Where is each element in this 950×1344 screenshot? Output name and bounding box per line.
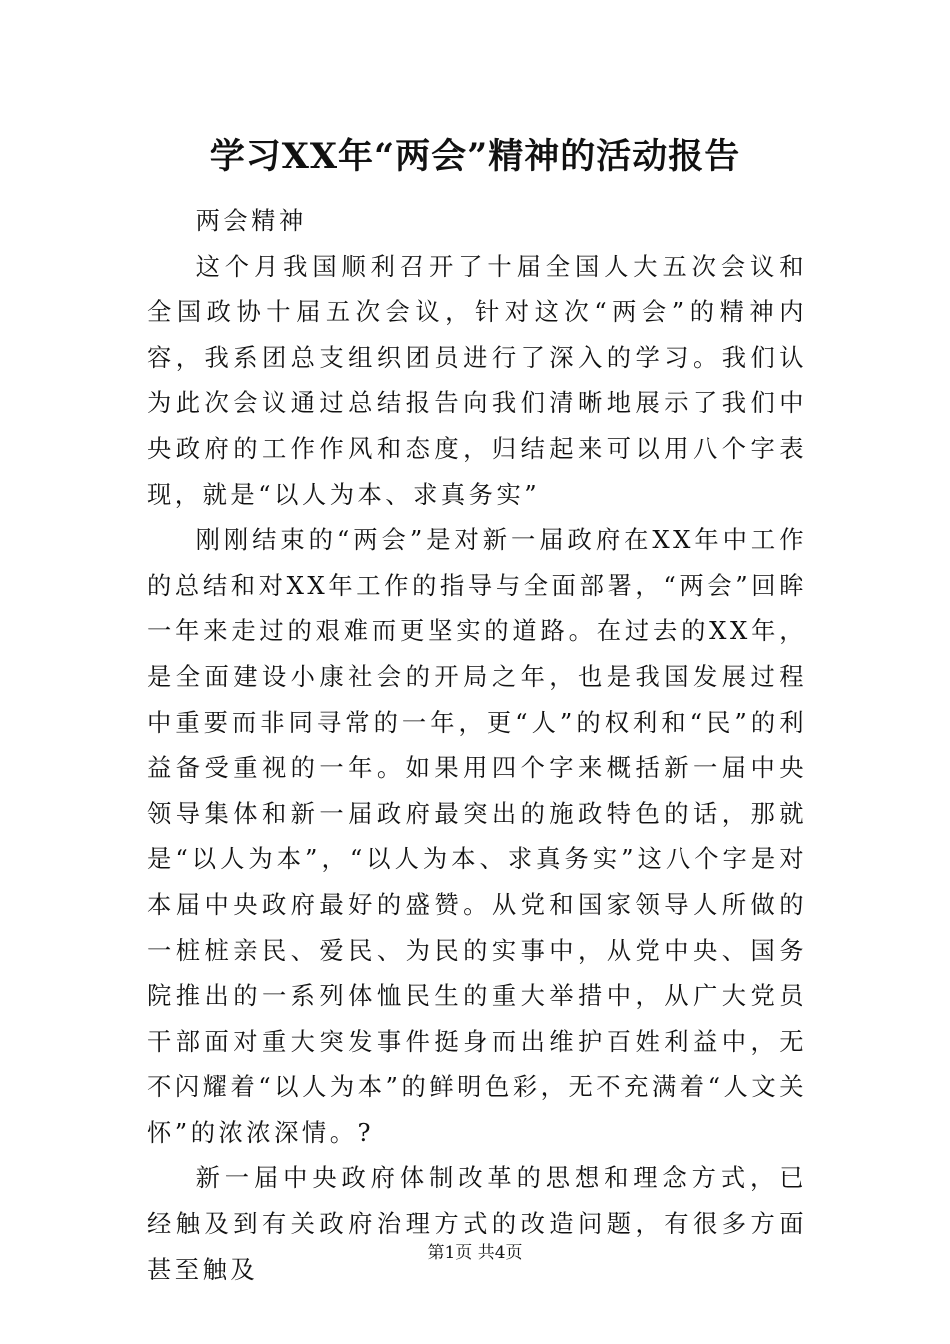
paragraph-heading: 两会精神 <box>195 206 307 235</box>
paragraph: 这个月我国顺利召开了十届全国人大五次会议和全国政协十届五次会议，针对这次“两会”的精神内容，我系团总支组织团员进行了深入的学习。我们认为此次会议通过总结报告向我们清晰地展示了我们中央政府的工作作风和态度，归结起来可以用八个字表现，就是“以人为本、求真务实” <box>147 251 807 509</box>
paragraph: 刚刚结束的“两会”是对新一届政府在XX年中工作的总结和对XX年工作的指导与全面部署，“两会”回眸一年来走过的艰难而更坚实的道路。在过去的XX年，是全面建设小康社会的开局之年，也是我国发展过程中重要而非同寻常的一年，更“人”的权利和“民”的利益备受重视的一年。如果用四个字来概括新一届中央领导集体和新一届政府最突出的施政特色的话，那就是“以人为本”，“以人为本、求真务实”这八个字是对本届中央政府最好的盛赞。从党和国家领导人所做的一桩桩亲民、爱民、为民的实事中，从党中央、国务院推出的一系列体恤民生的重大举措中，从广大党员干部面对重大突发事件挺身而出维护百姓利益中，无不闪耀着“以人为本”的鲜明色彩，无不充满着“人文关怀”的浓浓深情。? <box>147 525 807 1147</box>
page-number-footer: 第1页 共4页 <box>427 1243 523 1263</box>
paragraph: 新一届中央政府体制改革的思想和理念方式，已经触及到有关政府治理方式的改造问题，有很多方面甚至触及 <box>147 1163 807 1284</box>
document-body <box>147 198 807 1292</box>
document-title: 学习XX年“两会”精神的活动报告 <box>209 136 741 177</box>
